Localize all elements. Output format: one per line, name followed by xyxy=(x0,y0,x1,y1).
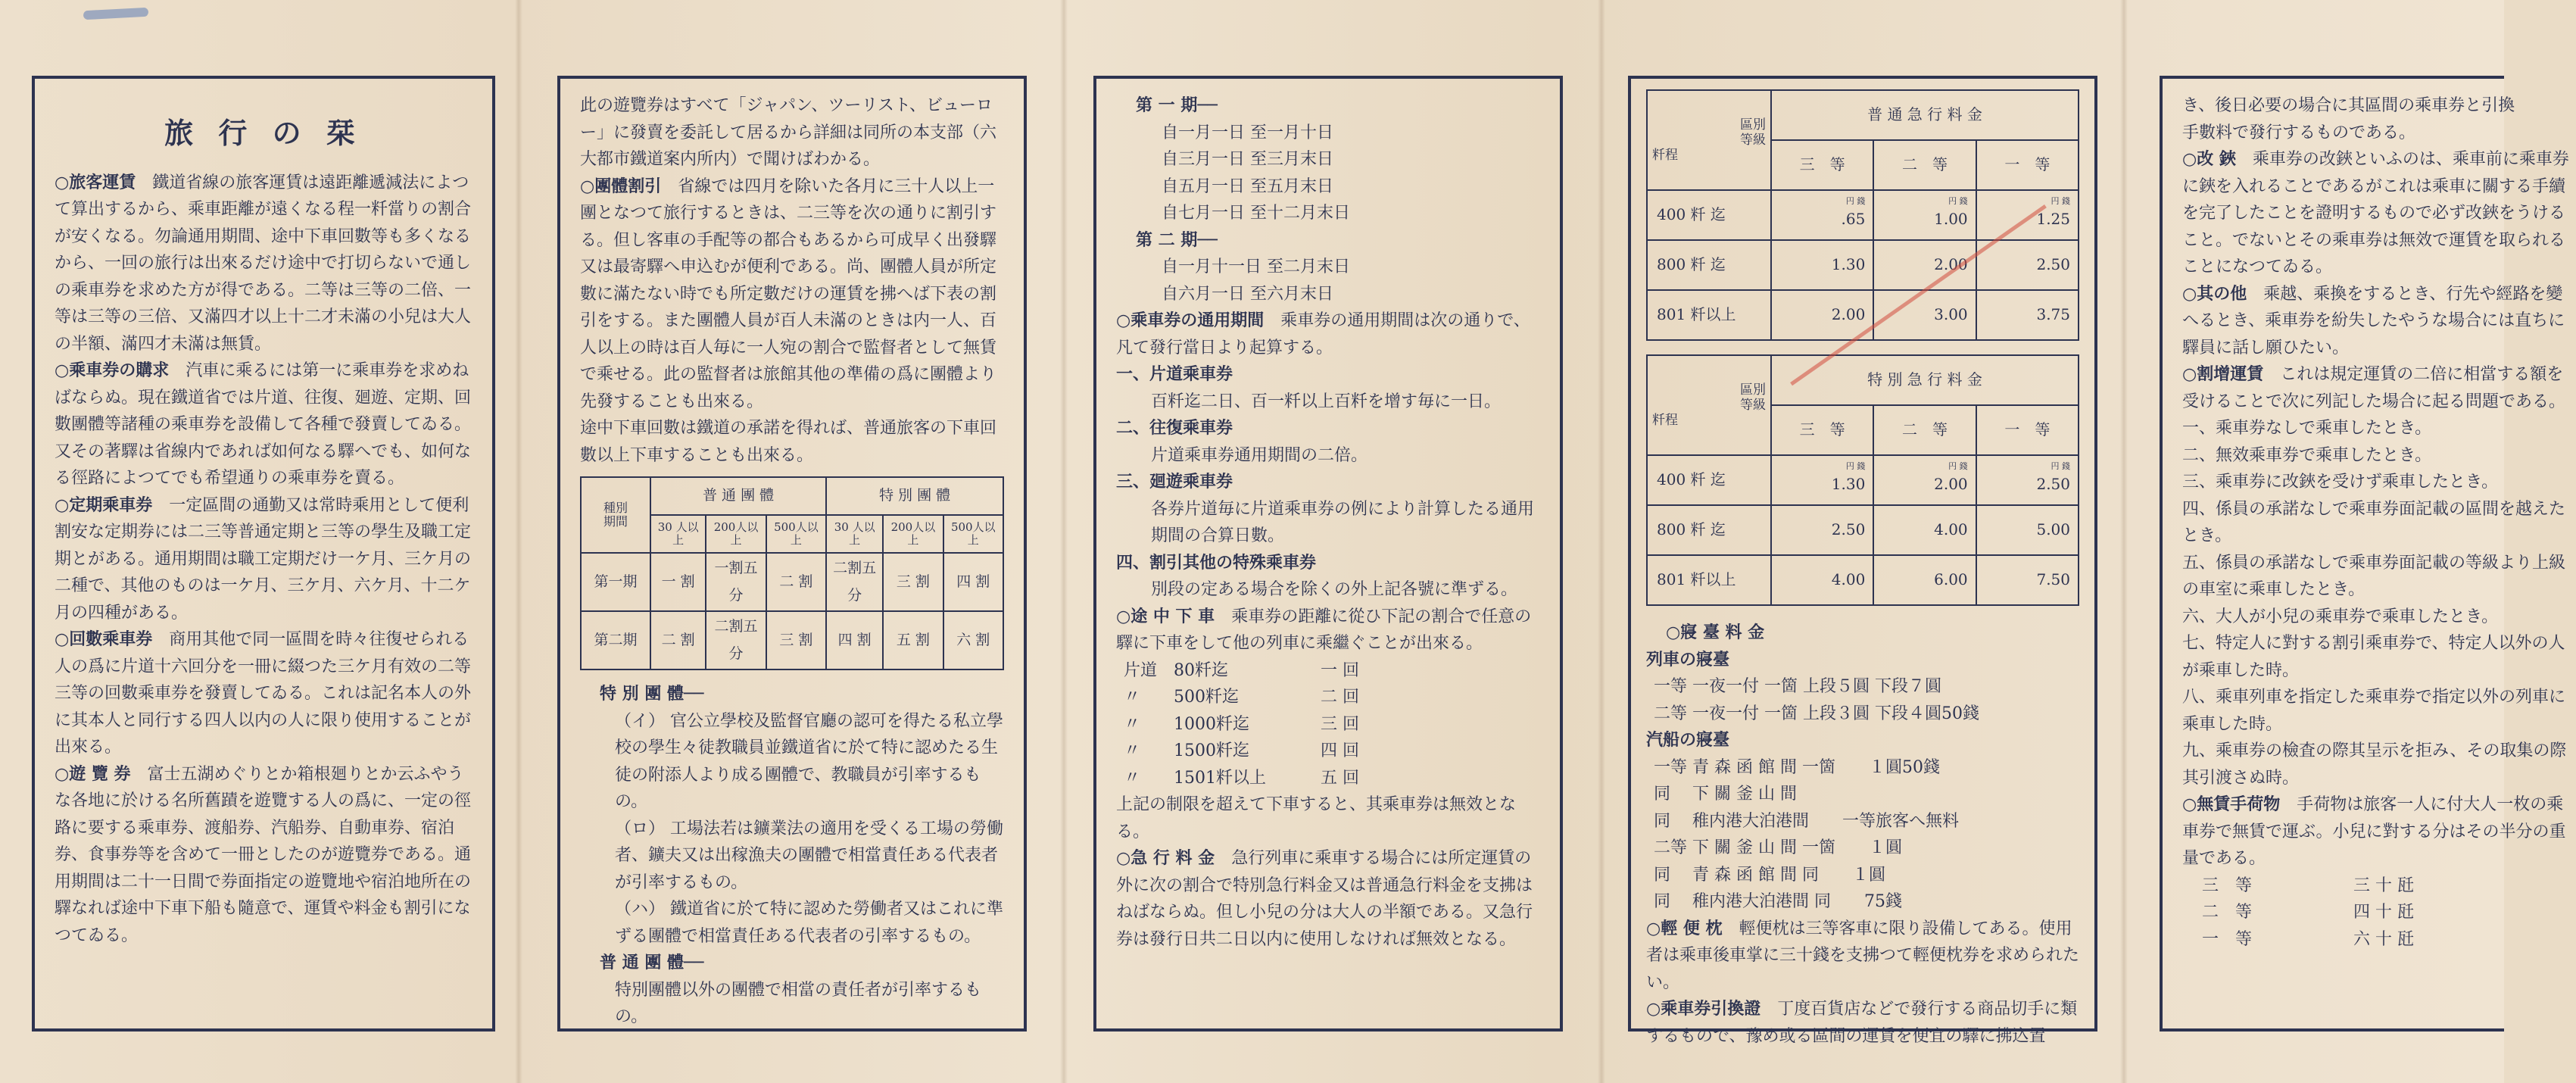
column-header: 一 等 xyxy=(1976,140,2079,190)
table-cell: 2.50 xyxy=(1771,505,1873,555)
sub-heading: 汽船の寢臺 xyxy=(1646,730,1730,750)
list-item: 九、乘車券の檢査の際其呈示を拒み、その取集の際其引渡さぬ時。 xyxy=(2182,741,2567,788)
list-item xyxy=(1124,738,1540,765)
paragraph-text: 富士五湖めぐりとか箱根廻りとか云ふやうな各地に於ける名所舊蹟を遊覽する人の爲に、一定の徑路に要する乘車券、渡船券、汽船券、自動車券、宿泊券、食事券等を含めて一冊としたのが遊覽券である。通用期間は二十一日間で券面指定の遊覽地や宿泊地所在の驛なれば途中下車下船も隨意で、運賃や料金も割引になつてゐる。 xyxy=(55,764,472,945)
corner-label: 種別 xyxy=(603,501,628,515)
paragraph-head: ○無賃手荷物 xyxy=(2182,794,2281,814)
cell-value: 2.00 xyxy=(1934,475,1968,494)
column-header: 特 別 團 體 xyxy=(826,477,1003,515)
weight: 六 十 瓩 xyxy=(2353,929,2414,949)
paragraph-text: 輕便枕は三等客車に限り設備してある。使用者は乘車後車掌に三十錢を支拂つて輕便枕券を求められたい。 xyxy=(1646,919,2080,992)
paragraph-text: 丁度百貨店などで發行する商品切手に類するもので、豫め或る區間の運賃を便宜の驛に拂込置 xyxy=(1646,1000,2078,1046)
list-item: 一、乘車券なしで乘車したとき。 xyxy=(2182,419,2432,438)
table-cell: 五 割 xyxy=(883,611,943,669)
paragraph-text: 省線では四月を除いた各月に三十人以上一團となつて旅行するときは、二三等を次の通りに割引する。但し客車の手配等の都合もあるから可成早く出發驛又は最寄驛へ申込むが便利である。尚、團體人員が所定數に滿たない時でも所定數だけの運賃を拂へば下表の割引をする。また團體人員が百人未滿のときは内一人、百人以上の時は百人毎に一人宛の割合で監督者として無賃で乘せる。此の監督者は旅館其他の準備の爲に團體より先發することも出來る。 xyxy=(580,176,997,411)
sub-header: 30 人以 上 xyxy=(826,515,883,553)
table-cell: 三 割 xyxy=(766,611,826,669)
paragraph-text: 一定區間の通勤又は常時乘用として便利割安な定期券には二三等普通定期と三等の學生及職工定期とがある。通用期間は職工定期だけ一ケ月、三ケ月の二種で、其他のものは一ケ月、三ケ月、六ケ月、十二ケ月の四種がある。 xyxy=(55,495,472,623)
list-item: （ハ） 鐵道省に於て特に認めた勞働者又はこれに準ずる團體で相當責任ある代表者の引率するもの。 xyxy=(615,900,1003,946)
distance: 片道 80粁迄 xyxy=(1124,660,1228,680)
paragraph-head: ○割增運賃 xyxy=(2182,364,2264,384)
paragraph: 各券片道毎に片道乘車券の例により計算したる通用期間の合算日數。 xyxy=(1151,499,1535,545)
paragraph-text: 乘車券の通用期間は次の通りで、凡て發行當日より起算する。 xyxy=(1116,311,1530,357)
paragraph: き、後日必要の場合に其區間の乘車券と引換 xyxy=(2182,96,2515,115)
paragraph xyxy=(2182,361,2576,415)
paragraph-text: 鐵道省線の旅客運賃は遠距離遞減法によつて算出するから、乘車距離が遠くなる程一粁當りの割合が安くなる。勿論通用期間、途中下車回數等も多くなるから、一回の旅行は出來るだけ途中で打切らないで通しの乘車券を求めた方が得である。二等は三等の二倍、一等は三等の三倍、又滿四才以上十二才未滿の小兒は大人の半額、滿四才未滿は無賃。 xyxy=(55,173,472,354)
sub-header: 30 人以 上 xyxy=(650,515,706,553)
list-item: 二、無效乘車券で乘車したとき。 xyxy=(2182,445,2432,465)
paragraph xyxy=(55,492,472,627)
corner-label: 等級 xyxy=(1740,398,1766,413)
stopover-list xyxy=(1116,657,1540,792)
period-cell: 第二期 xyxy=(581,611,650,669)
table-cell: 4.00 xyxy=(1771,555,1873,605)
cell-value: 1.25 xyxy=(2036,210,2070,229)
panel-5-content xyxy=(2182,92,2576,953)
unit-label: 円 錢 xyxy=(1948,196,1968,207)
class-label: 二 等 xyxy=(2202,903,2253,922)
table-cell: 三 割 xyxy=(883,553,943,611)
column-header: 一 等 xyxy=(1976,405,2079,455)
paragraph-text: 乘越、乘換をするとき、行先や經路を變へるとき、乘車券を紛失したやうな場合には直ちに驛員に話し願ひたい。 xyxy=(2182,284,2565,357)
list-item: 自一月十一日 至二月末日 xyxy=(1162,257,1350,276)
paragraph-head: ○乘車券引換證 xyxy=(1646,999,1761,1019)
list-item: 自七月一日 至十二月末日 xyxy=(1162,204,1350,223)
times: 一 回 xyxy=(1321,660,1359,680)
list-item: 七、特定人に對する割引乘車券で、特定人以外の人が乘車した時。 xyxy=(2182,634,2565,680)
table-cell: 2.50 xyxy=(1976,240,2079,290)
table-corner xyxy=(581,477,650,553)
cell-value: 2.50 xyxy=(2036,475,2070,494)
paragraph: 此の遊覽券はすべて「ジャパン、ツーリスト、ビューロー」に發賣を委託して居るから詳細は同所の本支部（六大都市鐵道案内所内）で聞けばわかる。 xyxy=(580,96,997,169)
table-cell: 7.50 xyxy=(1976,555,2079,605)
paragraph xyxy=(55,170,472,358)
unit-label: 円 錢 xyxy=(1845,196,1866,207)
list-item xyxy=(1124,765,1540,792)
section-heading: 四、割引其他の特殊乘車券 xyxy=(1116,552,1317,573)
table-row xyxy=(1647,240,2079,290)
column-header: 三 等 xyxy=(1771,405,1873,455)
unit-label: 円 錢 xyxy=(2051,196,2070,207)
list-item: 同 稚内港大泊港間 一等旅客へ無料 xyxy=(1654,811,1959,831)
table-cell xyxy=(1976,455,2079,505)
unit-label: 円 錢 xyxy=(1845,461,1866,472)
table-cell xyxy=(1771,455,1873,505)
table-row xyxy=(1647,555,2079,605)
paragraph xyxy=(2182,791,2576,872)
corner-label: 區別 xyxy=(1740,382,1766,398)
paragraph-head: ○回數乘車券 xyxy=(55,629,153,649)
paragraph-head: ○乘車券の購求 xyxy=(55,360,170,380)
table-cell: 2.00 xyxy=(1771,290,1873,340)
table-cell: 四 割 xyxy=(826,611,883,669)
list-item: 自三月一日 至三月末日 xyxy=(1162,150,1333,169)
table-title: 普 通 急 行 料 金 xyxy=(1771,90,2079,140)
table-cell: 5.00 xyxy=(1976,505,2079,555)
paragraph-head: ○乘車券の通用期間 xyxy=(1116,311,1265,330)
paragraph: 特別團體以外の團體で相當の責任者が引率するもの。 xyxy=(615,980,982,1026)
table-row xyxy=(1647,505,2079,555)
fold-line xyxy=(515,0,522,1083)
table-cell xyxy=(1976,190,2079,240)
paragraph-text: 手荷物は旅客一人に付大人一枚の乘車券で無賃で運ぶ。小兒に對する分はその半分の重量である。 xyxy=(2182,795,2566,868)
panel-3 xyxy=(1093,76,1563,1032)
paragraph-head: ○遊 覽 券 xyxy=(55,763,131,784)
distance: 〃 1501粁以上 xyxy=(1124,768,1266,788)
row-header: 801 粁以上 xyxy=(1647,290,1771,340)
corner-label: 粁程 xyxy=(1652,413,1678,428)
paragraph-text: 汽車に乘るには第一に乘車券を求めねばならぬ。現在鐵道省では片道、往復、廻遊、定期、回數團體等諸種の乘車券を設備して各種で發賣してゐる。又その著驛は省線内であれば如何なる驛へでも、如何なる徑路によつてでも希望通りの乘車券を賣る。 xyxy=(55,361,472,488)
paragraph xyxy=(1116,845,1540,953)
table-row xyxy=(581,611,1003,669)
paragraph-text: 商用其他で同一區間を時々往復せられる人の爲に片道十六回分を一冊に綴つた三ケ月有效の二等三等の回數乘車券を發賣してゐる。これは記名本人の外に其本人と同行する四人以内の人に限り使用することが出來る。 xyxy=(55,630,472,757)
paragraph xyxy=(1646,916,2079,997)
list-item: 同 下 關 釜 山 間 xyxy=(1654,785,1797,804)
table-cell: 二 割 xyxy=(766,553,826,611)
list-item: 自五月一日 至五月末日 xyxy=(1162,176,1333,196)
section-heading: ○寢 臺 料 金 xyxy=(1666,623,1765,642)
sub-heading: 列車の寢臺 xyxy=(1646,649,1730,669)
column-header: 三 等 xyxy=(1771,140,1873,190)
table-cell: 二割五分 xyxy=(706,611,766,669)
table-cell: 四 割 xyxy=(943,553,1003,611)
corner-label: 期間 xyxy=(603,514,628,529)
list-item: 六、大人が小兒の乘車券で乘車したとき。 xyxy=(2182,607,2499,626)
table-cell: 3.00 xyxy=(1873,290,1976,340)
ordinary-express-fare-table xyxy=(1646,89,2079,341)
paragraph: 上記の制限を超えて下車すると、其乘車券は無效となる。 xyxy=(1116,795,1517,841)
paragraph-head: ○改 鋏 xyxy=(2182,149,2236,169)
weight: 三 十 瓩 xyxy=(2353,875,2414,895)
sub-header: 200人以 上 xyxy=(883,515,943,553)
class-label: 一 等 xyxy=(2202,929,2253,949)
list-item xyxy=(1124,657,1540,685)
panel-1 xyxy=(32,76,495,1032)
corner-label: 等級 xyxy=(1740,133,1766,148)
group-discount-table xyxy=(580,476,1004,670)
list-item xyxy=(2182,899,2576,926)
paragraph: 百粁迄二日、百一粁以上百粁を增す毎に一日。 xyxy=(1151,392,1502,411)
row-header: 801 粁以上 xyxy=(1647,555,1771,605)
paragraph xyxy=(2182,146,2576,281)
list-item: （ロ） 工場法若は鑛業法の適用を受くる工場の勞働者、鑛夫又は出稼漁夫の團體で相當責任ある代表者が引率するもの。 xyxy=(615,819,1003,892)
table-cell: 二 割 xyxy=(650,611,706,669)
row-header: 400 粁 迄 xyxy=(1647,190,1771,240)
paragraph-head: ○其の他 xyxy=(2182,283,2247,304)
section-heading: 三、廻遊乘車券 xyxy=(1116,472,1233,492)
list-item: 一等 青 森 函 館 間 一箇 １圓50錢 xyxy=(1654,757,1940,777)
paragraph xyxy=(55,761,472,950)
table-cell: 一 割 xyxy=(650,553,706,611)
table-cell: 1.30 xyxy=(1771,240,1873,290)
table-row xyxy=(581,553,1003,611)
paragraph-text: 急行列車に乘車する場合には所定運賃の外に次の割合で特別急行料金又は普通急行料金を支拂はねばならぬ。但し小兒の分は大人の半額である。又急行券は發行日共二日以内に使用しなければ無效となる。 xyxy=(1116,849,1533,949)
paragraph: 別段の定ある場合を除くの外上記各號に準ずる。 xyxy=(1151,580,1518,599)
cell-value: .65 xyxy=(1841,210,1866,229)
paragraph-head: ○輕 便 枕 xyxy=(1646,918,1723,938)
paragraph-text: これは規定運賃の二倍に相當する額を受けることで次に列記した場合に起る問題である。 xyxy=(2182,365,2566,411)
table-cell xyxy=(1873,190,1976,240)
panel-2 xyxy=(557,76,1027,1032)
list-item: 二等 一夜一付 一箇 上段３圓 下段４圓50錢 xyxy=(1654,704,1979,723)
list-item xyxy=(1124,684,1540,711)
table-row xyxy=(1647,455,2079,505)
distance: 〃 500粁迄 xyxy=(1124,688,1239,707)
list-item: 自六月一日 至六月末日 xyxy=(1162,284,1333,304)
paragraph xyxy=(1116,604,1540,657)
distance: 〃 1500粁迄 xyxy=(1124,741,1249,760)
section-heading: 第 一 期── xyxy=(1136,95,1218,115)
paragraph xyxy=(580,173,1004,416)
table-cell xyxy=(1771,190,1873,240)
table-corner xyxy=(1647,90,1771,190)
paragraph xyxy=(2182,281,2576,362)
list-item: （イ） 官公立學校及監督官廳の認可を得たる私立學校の學生々徒教職員並鐵道省に於て特に認めたる生徒の附添人より成る團體で、教職員が引率するもの。 xyxy=(615,711,1003,811)
paragraph: 片道乘車券通用期間の二倍。 xyxy=(1151,445,1368,465)
column-header: 二 等 xyxy=(1873,405,1976,455)
list-item xyxy=(2182,926,2576,953)
period-cell: 第一期 xyxy=(581,553,650,611)
panel-1-paragraphs xyxy=(55,170,472,950)
paragraph xyxy=(1646,996,2079,1050)
table-cell: 2.00 xyxy=(1873,240,1976,290)
distance: 〃 1000粁迄 xyxy=(1124,714,1249,734)
table-cell: 6.00 xyxy=(1873,555,1976,605)
paragraph-head: ○急 行 料 金 xyxy=(1116,848,1215,868)
paragraph xyxy=(55,626,472,761)
row-header: 800 粁 迄 xyxy=(1647,240,1771,290)
column-header: 普 通 團 體 xyxy=(650,477,826,515)
list-item: 自一月一日 至一月十日 xyxy=(1162,123,1333,142)
panel-5 xyxy=(2160,76,2569,1032)
list-item: 八、乘車列車を指定した乘車券で指定以外の列車に乘車した時。 xyxy=(2182,688,2566,734)
table-cell: 二割五分 xyxy=(826,553,883,611)
times: 四 回 xyxy=(1321,741,1359,760)
unit-label: 円 錢 xyxy=(2051,461,2070,472)
fold-line xyxy=(1598,0,1605,1083)
column-header: 二 等 xyxy=(1873,140,1976,190)
paragraph-head: ○定期乘車券 xyxy=(55,495,153,515)
sub-header: 200人以 上 xyxy=(706,515,766,553)
row-header: 400 粁 迄 xyxy=(1647,455,1771,505)
list-item: 二等 下 關 釜 山 間 一箇 １圓 xyxy=(1654,838,1902,857)
table-corner xyxy=(1647,355,1771,455)
paragraph-text: 乘車券の改鋏といふのは、乘車前に乘車券に鋏を入れることであるがこれは乘車に關する手續を完了したことを證明するもので必ず改鋏をうけること。でないとその乘車券は無效で運賃を取られることになつてゐる。 xyxy=(2182,150,2569,276)
special-express-fare-table xyxy=(1646,354,2079,606)
cell-value: 1.00 xyxy=(1934,210,1968,229)
section-heading: 特 別 團 體── xyxy=(600,684,704,704)
unit-label: 円 錢 xyxy=(1948,461,1968,472)
table-row xyxy=(1647,190,2079,240)
list-item: 四、係員の承諾なしで乘車券面記載の區間を越えたとき。 xyxy=(2182,499,2566,545)
table-cell: 3.75 xyxy=(1976,290,2079,340)
list-item: 五、係員の承諾なしで乘車券面記載の等級より上級の車室に乘車したとき。 xyxy=(2182,553,2566,599)
list-item: 同 稚内港大泊港間 同 75錢 xyxy=(1654,892,1902,911)
section-heading: 一、片道乘車券 xyxy=(1116,364,1233,384)
times: 五 回 xyxy=(1321,768,1359,788)
list-item: 一等 一夜一付 一箇 上段５圓 下段７圓 xyxy=(1654,677,1941,696)
table-cell: 一割五分 xyxy=(706,553,766,611)
paragraph-head: ○途 中 下 車 xyxy=(1116,606,1215,626)
table-title: 特 別 急 行 料 金 xyxy=(1771,355,2079,405)
table-cell xyxy=(1873,455,1976,505)
cell-value: 1.30 xyxy=(1831,475,1866,494)
list-item xyxy=(2182,872,2576,900)
sub-header: 500人以 上 xyxy=(943,515,1003,553)
corner-label: 粁程 xyxy=(1652,148,1678,163)
fold-line xyxy=(1060,0,1068,1083)
list-item: 同 青 森 函 館 間 同 １圓 xyxy=(1654,865,1885,885)
sub-header: 500人以 上 xyxy=(766,515,826,553)
paragraph-text: 乘車券の距離に從ひ下記の割合で任意の驛に下車をして他の列車に乘繼ぐことが出來る。 xyxy=(1116,607,1532,653)
class-label: 三 等 xyxy=(2202,875,2253,895)
section-heading: 二、往復乘車券 xyxy=(1116,418,1233,438)
list-item: 三、乘車券に改鋏を受けず乘車したとき。 xyxy=(2182,473,2499,492)
list-item xyxy=(1124,711,1540,738)
paragraph xyxy=(55,357,472,492)
table-cell: 六 割 xyxy=(943,611,1003,669)
paragraph: 手數料で發行するものである。 xyxy=(2182,123,2416,142)
section-heading: 普 通 團 體── xyxy=(600,953,704,972)
paragraph-head: ○旅客運賃 xyxy=(55,172,136,192)
corner-label: 區別 xyxy=(1740,117,1766,133)
paragraph-head: ○團體割引 xyxy=(580,176,662,196)
weight: 四 十 瓩 xyxy=(2353,903,2414,922)
page-title: 旅 行 の 栞 xyxy=(164,116,363,150)
fold-line xyxy=(2120,0,2128,1083)
times: 二 回 xyxy=(1321,688,1359,707)
paragraph: 途中下車回數は鐵道の承諾を得れば、普通旅客の下車回數以上下車することも出來る。 xyxy=(580,419,997,465)
paragraph xyxy=(1116,307,1540,361)
times: 三 回 xyxy=(1321,714,1359,734)
table-cell: 4.00 xyxy=(1873,505,1976,555)
section-heading: 第 二 期── xyxy=(1136,229,1218,250)
row-header: 800 粁 迄 xyxy=(1647,505,1771,555)
